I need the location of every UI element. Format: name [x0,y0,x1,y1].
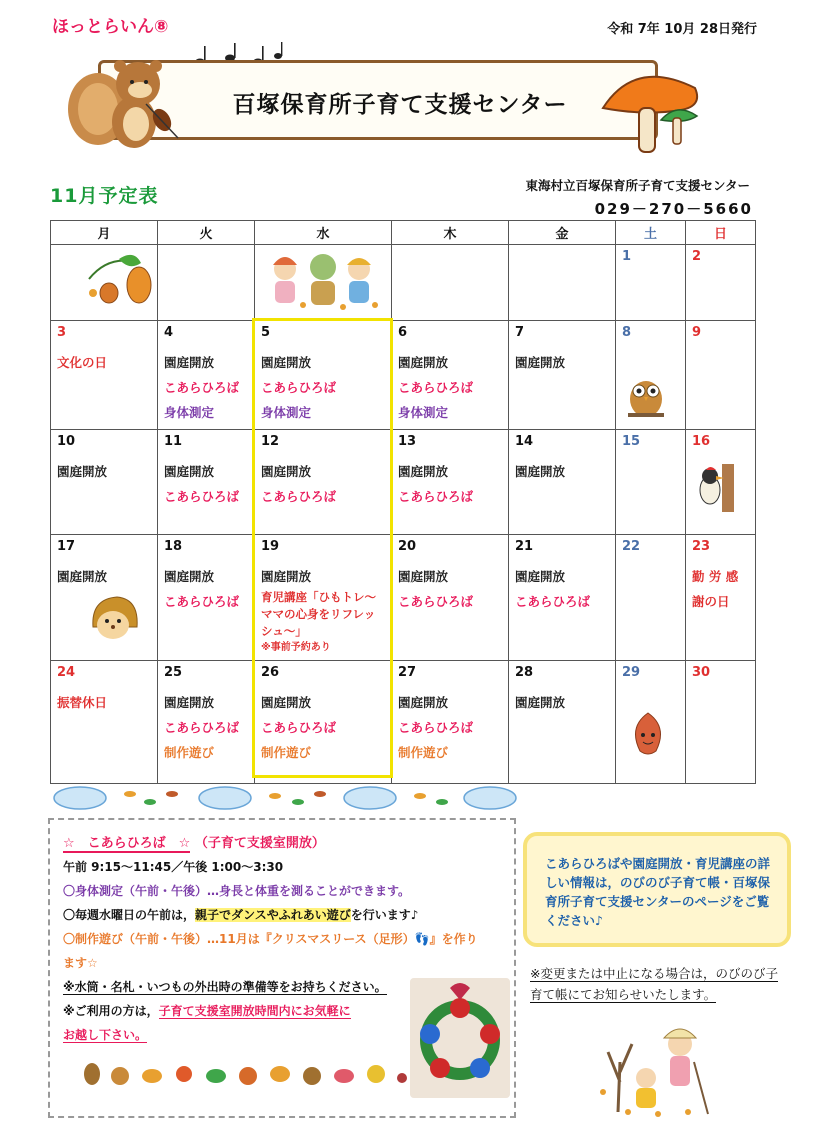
weekday-header-row [51,221,756,245]
day-event: こあらひろば [164,720,240,735]
day-event: 制作遊び [164,745,215,760]
calendar-day-cell [158,430,255,535]
day-event: 園庭開放 [261,569,312,584]
title-banner [70,52,700,152]
day-event: こあらひろば [398,594,474,609]
woodpecker-icon [694,464,738,515]
day-number: 18 [164,539,183,554]
mushroom-icon [595,58,705,158]
day-event: こあらひろば [164,594,240,609]
calendar-day-cell [51,535,158,661]
day-number: 17 [57,539,76,554]
day-event: 振替休日 [57,695,108,710]
day-event: 育児講座「ひもトレ～ [261,590,376,604]
day-number: 27 [398,665,417,680]
phone-number: 029－270－5660 [594,200,753,218]
day-event: こあらひろば [398,380,474,395]
info-use-cont [63,1026,147,1043]
calendar-day-cell [509,245,616,321]
info-hours: 午前 9:15～11:45／午後 1:00～3:30 [63,860,284,874]
day-event: 園庭開放 [515,355,566,370]
calendar-day-cell [255,535,392,661]
weekday-mon: 月 [51,221,158,245]
day-event: こあらひろば [261,489,337,504]
weekday-sun: 日 [686,221,756,245]
day-number: 30 [692,665,711,680]
day-number: 23 [692,539,711,554]
day-event: こあらひろば [261,380,337,395]
day-number: 8 [622,325,632,340]
calendar-day-cell [686,661,756,784]
day-event: ※事前予約あり [261,642,331,653]
day-number: 10 [57,434,76,449]
weekday-thu: 木 [392,221,509,245]
calendar-day-cell [509,535,616,661]
day-number: 24 [57,665,76,680]
issue-date: 令和 7年 10月 28日発行 [607,22,757,37]
calendar-day-cell [616,430,686,535]
squirrel-violin-icon [66,54,186,154]
day-event: こあらひろば [398,720,474,735]
weekday-fri: 金 [509,221,616,245]
day-event: 園庭開放 [57,569,108,584]
calendar-day-cell [51,321,158,430]
day-event: 謝の日 [692,594,730,609]
info-measure: 〇身体測定（午前・午後）…身長と体重を測ることができます。 [63,884,411,898]
calendar-day-cell [255,430,392,535]
schedule-title: 11月予定表 [50,185,159,207]
pumpkin-vine-icon [79,249,159,312]
day-event: 園庭開放 [515,569,566,584]
hedgehog-icon [87,591,143,646]
day-event: 制作遊び [398,745,449,760]
side-info-note: こあらひろばや園庭開放・育児講座の詳しい情報は，のびのび子育て帳・百塚保育所子育て支援センターのページをご覧ください♪ [523,832,791,947]
calendar-day-cell [616,321,686,430]
kids-raking-leaves-illustration [598,1022,718,1117]
day-number: 29 [622,665,641,680]
info-bring-mark: ※ [63,980,75,994]
day-event: 身体測定 [164,405,215,420]
calendar-day-cell [158,245,255,321]
calendar-day-cell [158,321,255,430]
weekday-wed: 水 [255,221,392,245]
day-event: こあらひろば [164,380,240,395]
children-leaves-icon [263,247,383,314]
day-number: 28 [515,665,534,680]
day-event: 園庭開放 [164,355,215,370]
calendar-day-cell [158,661,255,784]
day-event: 制作遊び [261,745,312,760]
calendar-day-cell [509,430,616,535]
day-number: 26 [261,665,280,680]
calendar-day-cell [51,661,158,784]
koala-hiroba-info [48,818,516,1118]
calendar-day-cell [686,535,756,661]
day-event: 勤 労 感 [692,569,739,584]
day-number: 7 [515,325,525,340]
day-number: 12 [261,434,280,449]
day-event: シュ～」 [261,624,307,638]
day-number: 19 [261,539,280,554]
calendar-day-cell [255,245,392,321]
owl-icon [626,373,666,422]
day-number: 5 [261,325,271,340]
calendar-day-cell [51,430,158,535]
day-number: 6 [398,325,408,340]
info-wednesday [63,906,418,923]
info-use-pink-1: 子育て支援室開放時間内にお気軽に [158,1004,351,1018]
leaf-character-icon [628,711,668,760]
day-number: 13 [398,434,417,449]
day-event: 園庭開放 [261,695,312,710]
day-event: 園庭開放 [398,464,449,479]
day-event: 園庭開放 [261,464,312,479]
calendar-week-row [51,321,756,430]
christmas-wreath-photo [410,978,510,1098]
info-title-sub: （子育て支援室開放） [194,836,325,851]
day-number: 1 [622,249,632,264]
day-event: 園庭開放 [57,464,108,479]
calendar-week-row [51,535,756,661]
calendar-day-cell [686,430,756,535]
calendar-day-cell [255,661,392,784]
calendar-day-cell [509,321,616,430]
day-event: こあらひろば [164,489,240,504]
cloud-leaf-divider [50,782,520,812]
day-event: 身体測定 [261,405,312,420]
day-event: 園庭開放 [515,464,566,479]
info-wednesday-post: を行います♪ [350,908,419,922]
day-number: 25 [164,665,183,680]
day-number: 21 [515,539,534,554]
info-title-main: ☆ こあらひろば ☆ [63,836,191,851]
day-event: こあらひろば [515,594,591,609]
weekday-tue: 火 [158,221,255,245]
day-event: 園庭開放 [164,464,215,479]
day-event: 園庭開放 [515,695,566,710]
banner-title: 百塚保育所子育て支援センター [232,92,568,118]
autumn-leaf-row [80,1054,410,1094]
day-number: 11 [164,434,183,449]
calendar-day-cell [616,535,686,661]
change-notice-text: ※変更または中止になる場合は，のびのび子育て帳にてお知らせいたします。 [530,966,778,1002]
calendar-day-cell [686,321,756,430]
info-use-pink-2: お越し下さい。 [63,1028,148,1042]
day-number: 4 [164,325,174,340]
weekday-sat: 土 [616,221,686,245]
calendar-week-row [51,245,756,321]
calendar-day-cell [509,661,616,784]
calendar-day-cell [392,321,509,430]
day-event: こあらひろば [261,720,337,735]
day-event: ママの心身をリフレッ [261,607,376,621]
info-wednesday-pre: 〇毎週水曜日の午前は， [63,908,196,922]
day-event: 園庭開放 [398,569,449,584]
calendar-week-row [51,430,756,535]
calendar-day-cell [51,245,158,321]
day-event: こあらひろば [398,489,474,504]
calendar-day-cell [616,245,686,321]
calendar-week-row [51,661,756,784]
day-event: 園庭開放 [164,569,215,584]
day-event: 園庭開放 [398,355,449,370]
day-number: 14 [515,434,534,449]
day-number: 9 [692,325,702,340]
calendar-day-cell [686,245,756,321]
calendar-day-cell [616,661,686,784]
info-wednesday-highlight: 親子でダンスやふれあい遊び [195,908,351,922]
calendar-day-cell [255,321,392,430]
info-use [63,1002,351,1019]
day-number: 22 [622,539,641,554]
day-event: 身体測定 [398,405,449,420]
info-bring [63,978,387,995]
calendar-table [50,220,756,784]
info-title [63,832,325,851]
calendar-day-cell [392,535,509,661]
day-number: 15 [622,434,641,449]
day-event: 園庭開放 [164,695,215,710]
calendar-day-cell [392,661,509,784]
day-event: 園庭開放 [261,355,312,370]
day-event: 園庭開放 [398,695,449,710]
info-craft-line1: 〇制作遊び（午前・午後）…11月は『クリスマスリース（足形）👣』を作り [63,932,478,946]
calendar-day-cell [392,245,509,321]
change-notice [530,963,790,1005]
calendar-day-cell [392,430,509,535]
info-bring-text: 水筒・名札・いつもの外出時の準備等をお持ちください。 [74,980,387,994]
day-event: 文化の日 [57,355,108,370]
day-number: 3 [57,325,67,340]
info-craft-line2: ます☆ [63,956,98,970]
day-number: 16 [692,434,711,449]
info-use-pre: ※ご利用の方は， [63,1004,159,1018]
calendar-day-cell [158,535,255,661]
center-name: 東海村立百塚保育所子育て支援センター [525,178,750,193]
newsletter-name: ほっとらいん⑧ [52,17,169,37]
day-number: 2 [692,249,702,264]
day-number: 20 [398,539,417,554]
